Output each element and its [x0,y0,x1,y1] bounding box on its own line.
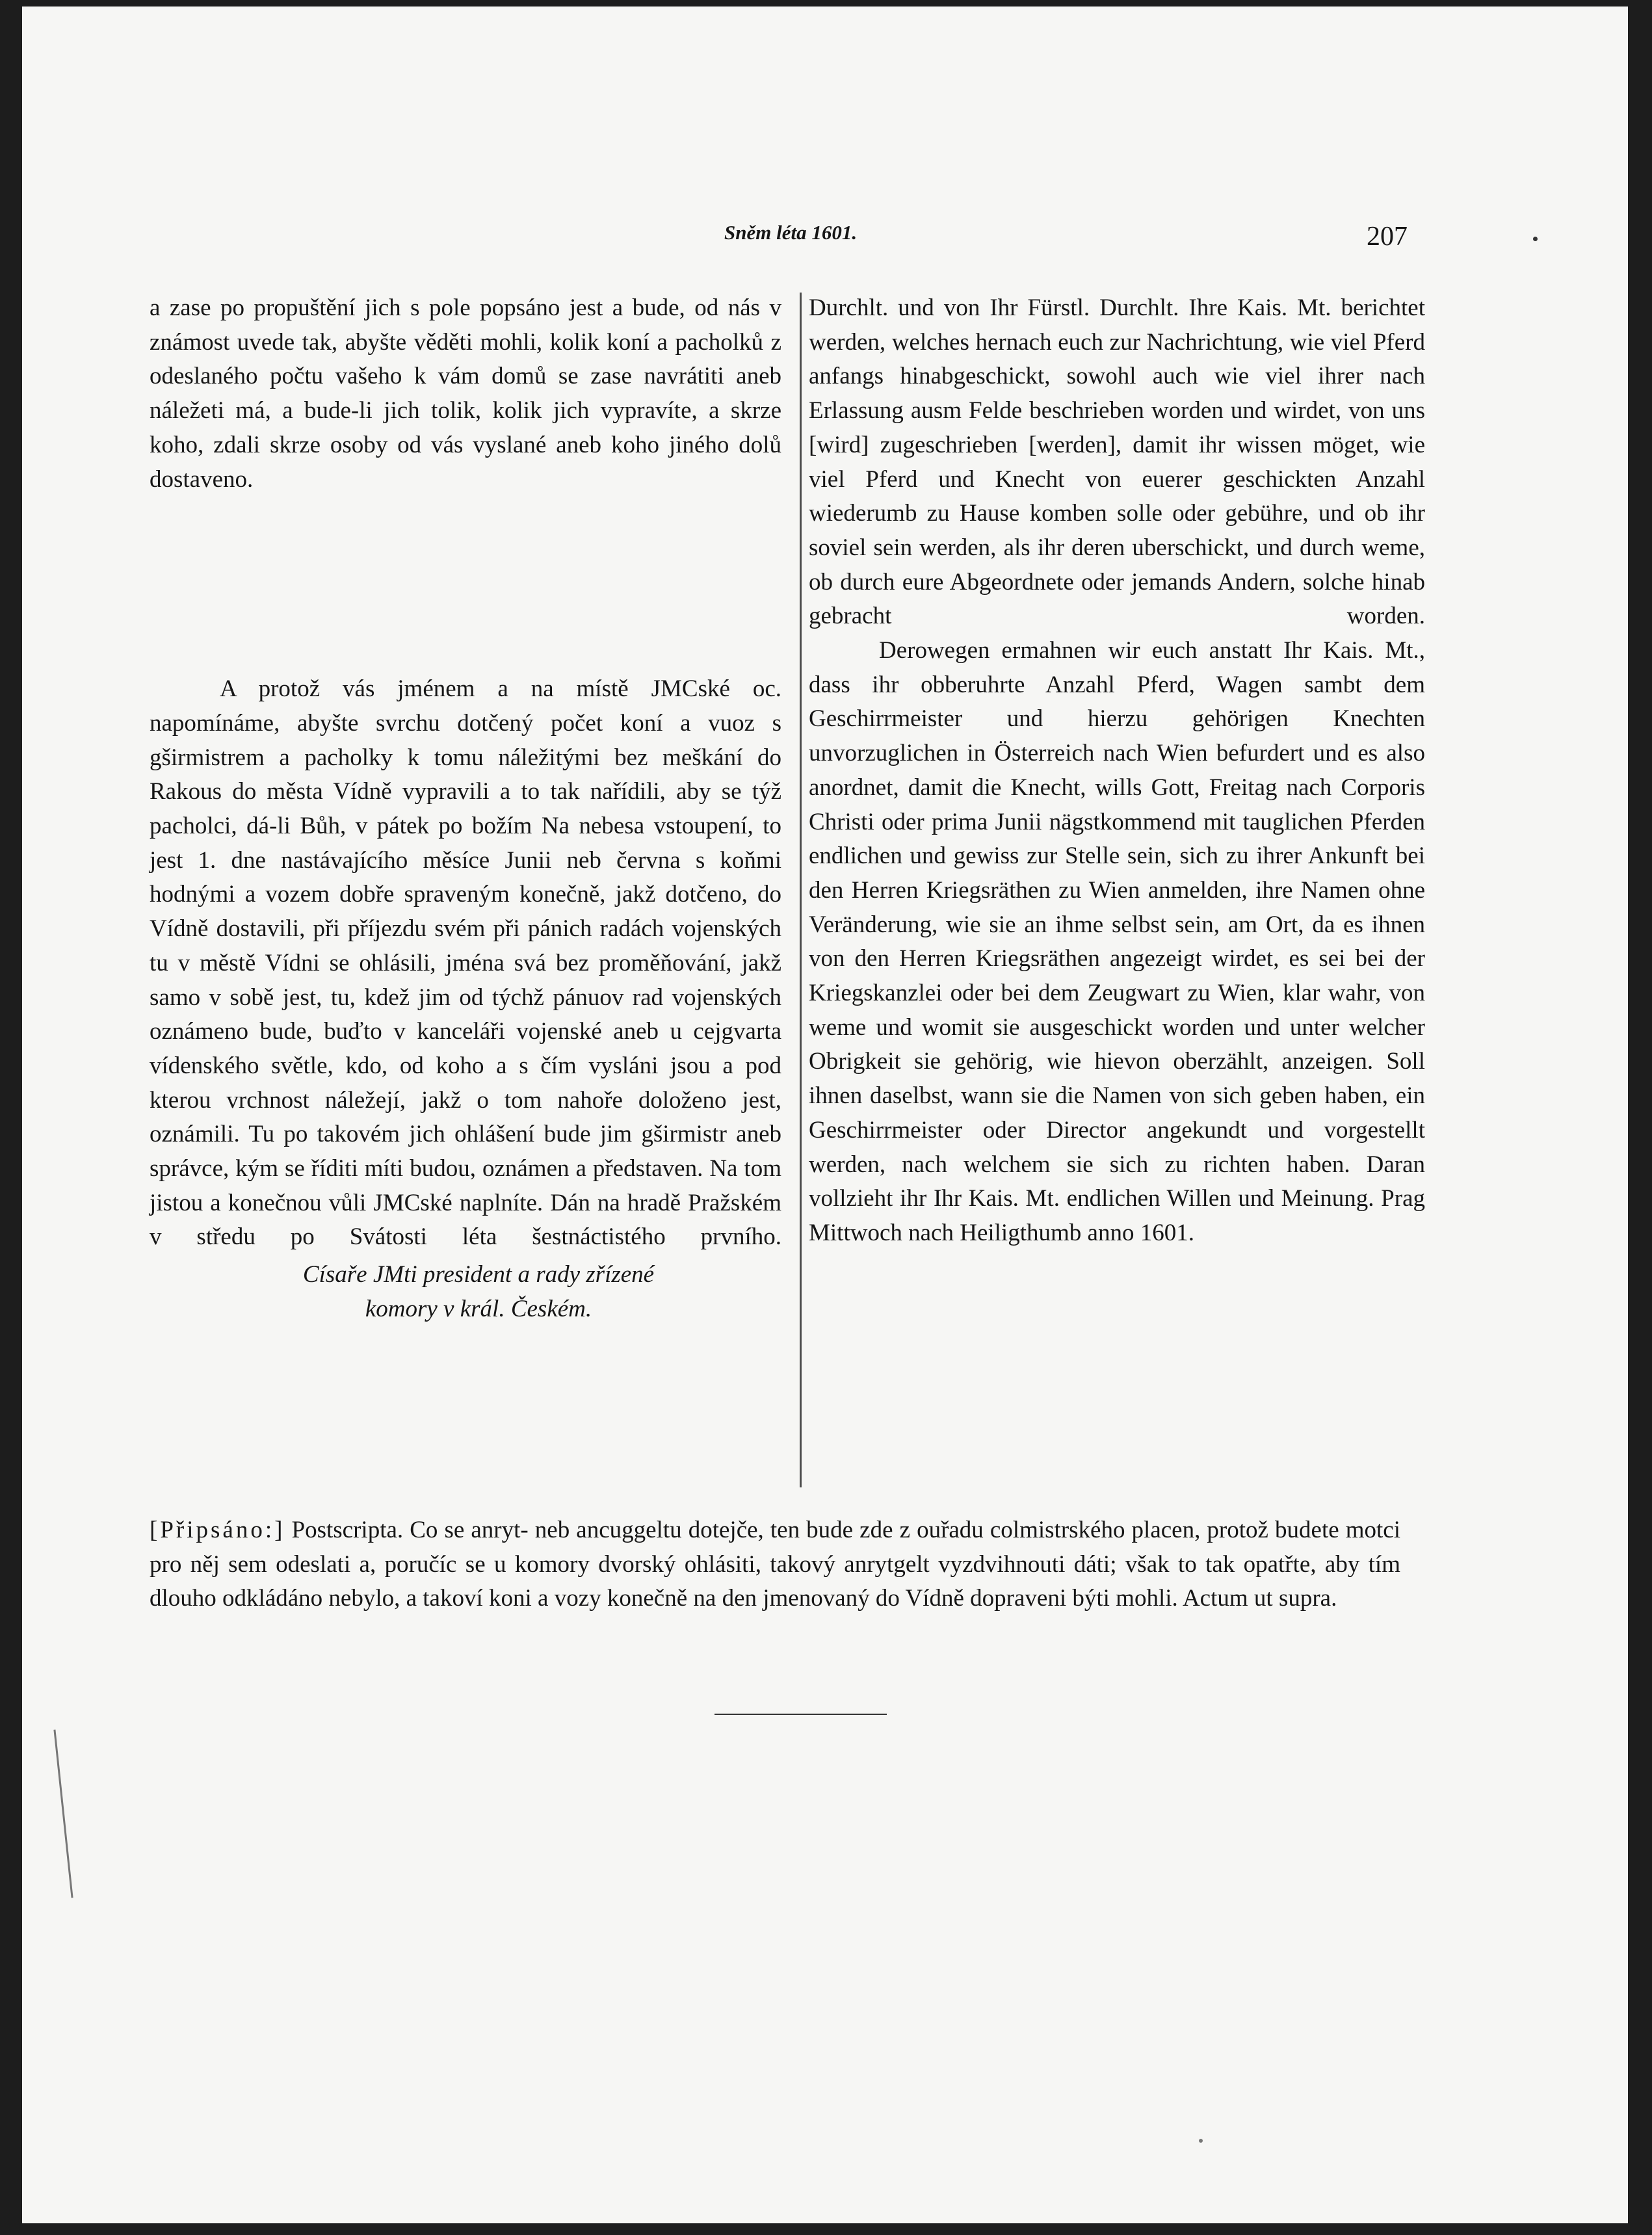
running-header: Sněm léta 1601. [724,221,858,244]
czech-paragraph-1: a zase po propuštění jich s pole popsáno jest a bude, od nás v známost uvede tak, abyšte věděti mohli, kolik koní a pacholků z odeslaného počtu vašeho k vám domů se zase navrátiti aneb náležeti má, a bude-li jich tolik, kolik jich vypravíte, a skrze koho, zdali skrze osoby od vás vyslané aneb koho jiného dolů dostaveno. [150,294,781,493]
page-number: 207 [1367,222,1408,252]
postscript-paragraph [150,1513,1400,1616]
end-rule [715,1714,887,1715]
czech-paragraph-2: A protož vás jménem a na místě JMCské oc. napomínáme, abyšte svrchu dotčený počet koní a vuoz s gširmistrem a pacholky k tomu náležitými bez meškání do Rakous do města Vídně vypravili a to tak nařídili, aby se týž pacholci, dá-li Bůh, v pátek po božím Na nebesa vstoupení, to jest 1. dne nastávajícího měsíce Junii neb června s koňmi hodnými a vozem dobře spraveným konečně, jakž dotčeno, do Vídně dostavili, při příjezdu svém při pánich radách vojenských tu v městě Vídni se ohlásili, jména svá bez proměňování, jakž samo v sobě jest, tu, kdež jim od týchž pánuov rad vojenských oznámeno bude, buďto v kanceláři vojenské aneb u cejgvarta vídenského světle, kdo, od koho a s čím vysláni jsou a pod kterou vrchnost náležejí, jakž o tom nahoře doloženo jest, oznámili. Tu po takovém jich ohlášení bude jim gširmistr aneb správce, kým se říditi míti budou, oznámen a představen. Na tom jistou a konečnou vůli JMCské naplníte. Dán na hradě Pražském v středu po Svátosti léta šestnáctistého prvního. [150,675,781,1251]
postscript-label: [Připsáno:] [150,1517,285,1543]
scan-artifact-line [53,1730,73,1898]
signature-line-2: komory v král. Českém. [365,1296,592,1323]
czech-column [150,291,781,1326]
signature-line-1: Císaře JMti president a rady zřízené [302,1261,655,1288]
scan-speck [1533,237,1538,241]
signature-block [150,1257,781,1326]
page-sheet [22,7,1628,2223]
german-column [794,291,1425,1251]
postscript-text: Postscripta. Co se anryt- neb ancuggeltu dotejče, ten bude zde z ouřadu colmistrského placen, protož budete motci pro něj sem odeslati a, poručíc se u komory dvorský ohlásiti, takový anrytgelt vyzdvihnouti dáti; však to tak opatřte, aby tím dlouho odkládáno nebylo, a takoví koni a vozy konečně na den jmenovaný do Vídně dopraveni býti mohli. Actum ut supra. [150,1517,1400,1612]
german-paragraph-1: Durchlt. und von Ihr Fürstl. Durchlt. Ihre Kais. Mt. berichtet werden, welches hernach euch zur Nachrichtung, wie viel Pferd anfangs hinabgeschickt, sowohl auch wie viel ihrer nach Erlassung ausm Felde beschrieben worden und wirdet, von uns [wird] zugeschrieben [werden], damit ihr wissen möget, wie viel Pferd und Knecht von euerer geschickten Anzahl wiederumb zu Hause komben solle oder gebühre, und ob ihr soviel sein werden, als ihr deren uberschickt, und durch weme, ob durch eure Abgeordnete oder jemands Andern, solche hinab gebracht worden. [809,294,1425,630]
german-paragraph-2: Derowegen ermahnen wir euch anstatt Ihr Kais. Mt., dass ihr obberuhrte Anzahl Pferd, Wagen sambt dem Geschirrmeister und hierzu gehörigen Knechten unvorzuglichen in Österreich nach Wien befurdert und es also anordnet, damit die Knecht, wills Gott, Freitag nach Corporis Christi oder prima Junii nägstkommend mit tauglichen Pferden endlichen und gewiss zur Stelle sein, sich zu ihrer Ankunft bei den Herren Kriegsräthen zu Wien anmelden, ihre Namen ohne Veränderung, wie sie an ihme selbst sein, am Ort, da es ihnen von den Herren Kriegsräthen angezeigt wirdet, es sei bei der Kriegskanzlei oder bei dem Zeugwart zu Wien, klar wahr, von weme und womit sie ausgeschickt worden und unter welcher Obrigkeit sie gehörig, wie hievon oberzählt, anzeigen. Soll ihnen daselbst, wann sie die Namen von sich geben haben, ein Geschirrmeister oder Director angekundt und vorgestellt werden, nach welchem sie sich zu richten haben. Daran vollzieht ihr Ihr Kais. Mt. endlichen Willen und Meinung. Prag Mittwoch nach Heiligthumb anno 1601. [809,637,1425,1246]
scan-speck [1199,2139,1203,2143]
column-gap [150,497,781,672]
